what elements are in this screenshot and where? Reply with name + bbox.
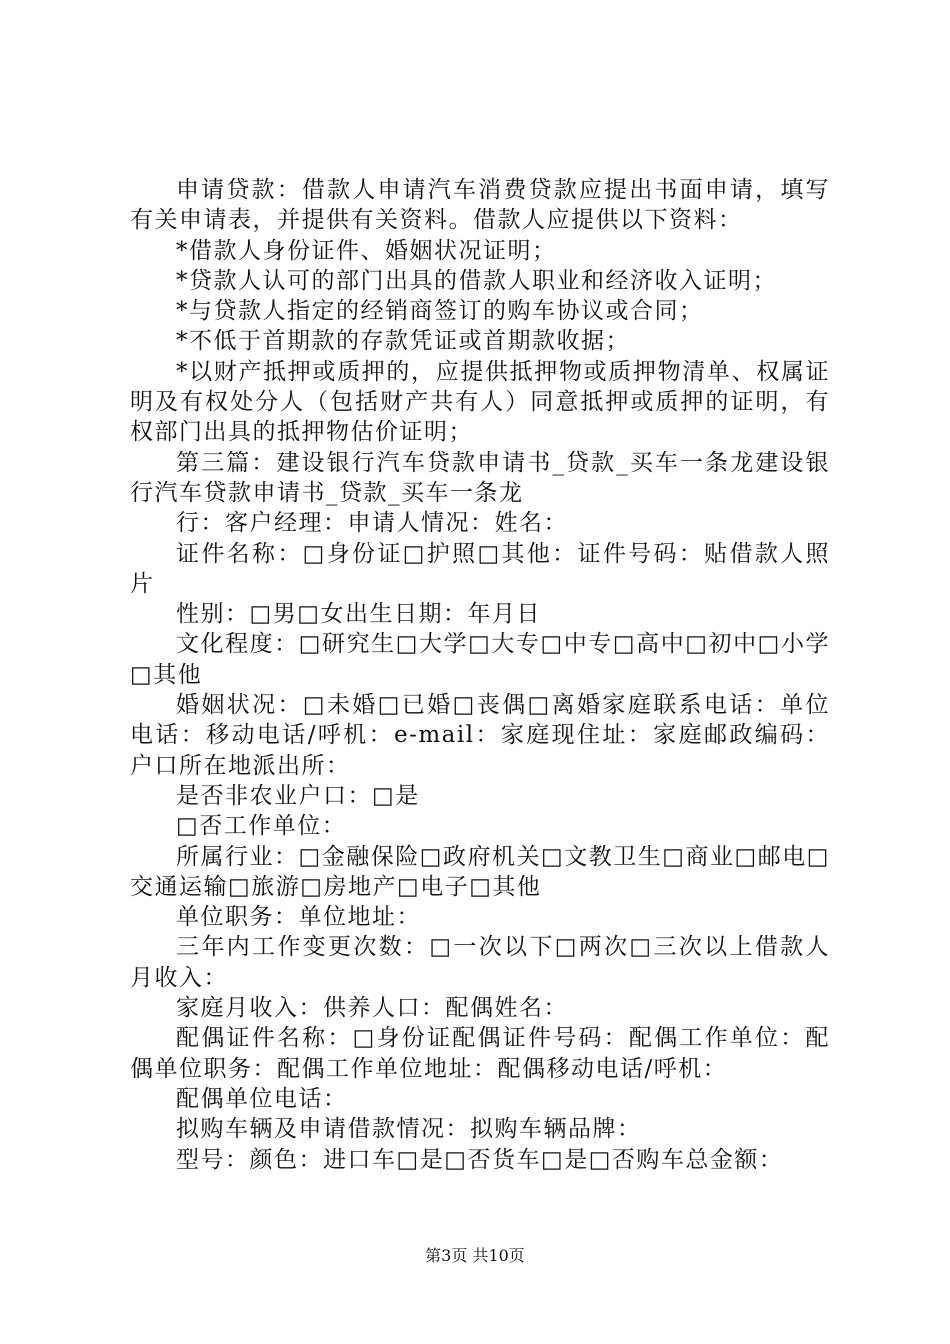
paragraph-16: 单位职务：单位地址： [176,904,421,931]
page-footer: 第3页 共10页 [425,1246,525,1265]
paragraph-14: □否工作单位： [176,813,347,840]
paragraph-19: 配偶证件名称：□身份证配偶证件号码：配偶工作单位：配偶单位职务：配偶工作单位地址：配偶移动电话/呼机： [130,1025,830,1082]
paragraph-1: 申请贷款：借款人申请汽车消费贷款应提出书面申请，填写有关申请表，并提供有关资料。借款人应提供以下资料： [130,177,830,234]
paragraph-4: *与贷款人指定的经销商签订的购车协议或合同； [176,298,704,325]
paragraph-22: 型号：颜色：进口车□是□否货车□是□否购车总金额： [176,1146,784,1173]
paragraph-20: 配偶单位电话： [176,1085,348,1112]
paragraph-21: 拟购车辆及申请借款情况：拟购车辆品牌： [176,1116,642,1143]
paragraph-8: 行：客户经理：申请人情况：姓名： [176,510,568,537]
paragraph-13: 是否非农业户口：□是 [176,782,420,809]
paragraph-10: 性别：□男□女出生日期：年月日 [176,601,541,628]
paragraph-9: 证件名称：□身份证□护照□其他：证件号码：贴借款人照片 [130,540,830,597]
paragraph-18: 家庭月收入：供养人口：配偶姓名： [176,995,568,1022]
paragraph-12: 婚姻状况：□未婚□已婚□丧偶□离婚家庭联系电话：单位电话：移动电话/呼机：e-mail：家庭现住址：家庭邮政编码：户口所在地派出所： [130,692,830,779]
paragraph-11: 文化程度：□研究生□大学□大专□中专□高中□初中□小学□其他 [130,631,830,688]
paragraph-7: 第三篇：建设银行汽车贷款申请书_贷款_买车一条龙建设银行汽车贷款申请书_贷款_买车一条龙 [130,449,830,506]
paragraph-5: *不低于首期款的存款凭证或首期款收据； [176,328,630,355]
paragraph-15: 所属行业：□金融保险□政府机关□文教卫生□商业□邮电□交通运输□旅游□房地产□电子□其他 [130,843,830,900]
document-body [130,175,830,1175]
paragraph-17: 三年内工作变更次数：□一次以下□两次□三次以上借款人月收入： [130,934,830,991]
paragraph-6: *以财产抵押或质押的，应提供抵押物或质押物清单、权属证明及有权处分人（包括财产共有人）同意抵押或质押的证明，有权部门出具的抵押物估价证明； [130,358,830,446]
paragraph-2: *借款人身份证件、婚姻状况证明； [176,237,557,264]
paragraph-3: *贷款人认可的部门出具的借款人职业和经济收入证明； [176,267,777,294]
